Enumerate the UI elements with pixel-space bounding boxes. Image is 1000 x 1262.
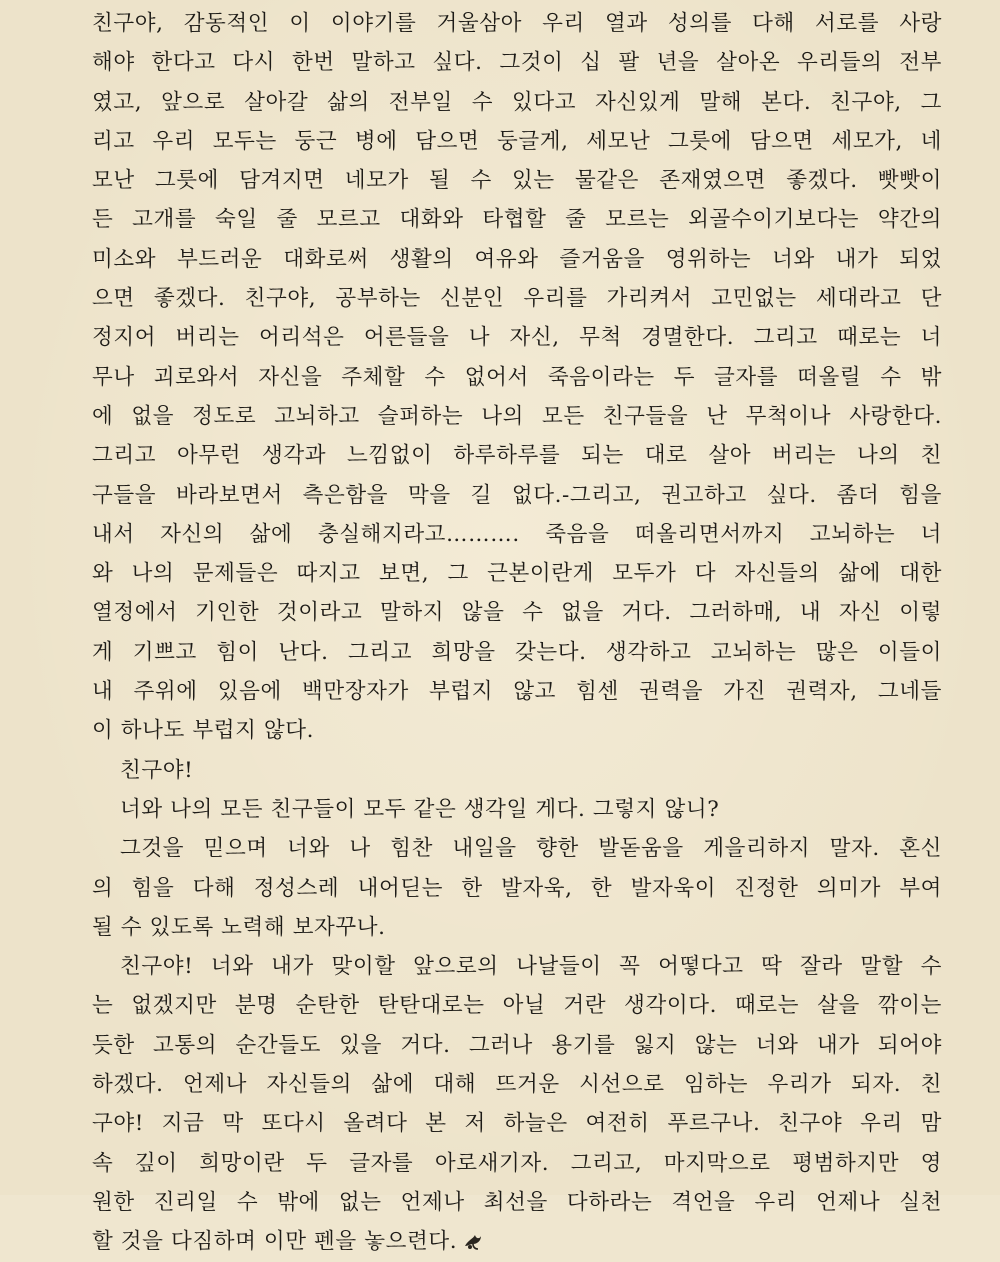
text-line: 모난 그릇에 담겨지면 네모가 될 수 있는 물같은 존재였으면 좋겠다. 빳빳이 — [92, 168, 942, 194]
text-line: 정지어 버리는 어리석은 어른들을 나 자신, 무척 경멸한다. 그리고 때로는 너 — [92, 325, 942, 351]
text-line: 였고, 앞으로 살아갈 삶의 전부일 수 있다고 자신있게 말해 본다. 친구야, 그 — [92, 89, 942, 115]
text-line: 구야! 지금 막 또다시 올려다 본 저 하늘은 여전히 푸르구나. 친구야 우리 맘 — [92, 1111, 942, 1137]
text-line: 에 없을 정도로 고뇌하고 슬퍼하는 나의 모든 친구들을 난 무척이나 사랑한다. — [92, 403, 942, 429]
text-line: 원한 진리일 수 밖에 없는 언제나 최선을 다하라는 격언을 우리 언제나 실천 — [92, 1189, 942, 1215]
final-line-text: 할 것을 다짐하며 이만 펜을 놓으련다. — [92, 1229, 458, 1255]
text-line: 될 수 있도록 노력해 보자꾸나. — [92, 914, 386, 940]
flower-ornament-icon — [461, 1231, 485, 1251]
text-line: 해야 한다고 다시 한번 말하고 싶다. 그것이 십 팔 년을 살아온 우리들의 전부 — [92, 50, 942, 76]
text-line: 게 기쁘고 힘이 난다. 그리고 희망을 갖는다. 생각하고 고뇌하는 많은 이들이 — [92, 639, 942, 665]
text-line: 으면 좋겠다. 친구야, 공부하는 신분인 우리를 가리켜서 고민없는 세대라고 단 — [92, 286, 942, 312]
text-line: 하겠다. 언제나 자신들의 삶에 대해 뜨거운 시선으로 임하는 우리가 되자. 친 — [92, 1072, 942, 1098]
text-line: 너와 나의 모든 친구들이 모두 같은 생각일 게다. 그렇지 않니? — [120, 796, 720, 822]
text-line: 내 주위에 있음에 백만장자가 부럽지 않고 힘센 권력을 가진 권력자, 그네들 — [92, 679, 942, 705]
text-line: 이 하나도 부럽지 않다. — [92, 718, 315, 744]
text-line: 는 없겠지만 분명 순탄한 탄탄대로는 아닐 거란 생각이다. 때로는 살을 깎이는 — [92, 993, 942, 1019]
text-line: 친구야, 감동적인 이 이야기를 거울삼아 우리 열과 성의를 다해 서로를 사랑 — [92, 11, 942, 36]
text-line: 내서 자신의 삶에 충실해지라고………. 죽음을 떠올리면서까지 고뇌하는 너 — [92, 521, 942, 547]
text-line: 든 고개를 숙일 줄 모르고 대화와 타협할 줄 모르는 외골수이기보다는 약간의 — [92, 207, 942, 233]
text-line: 속 깊이 희망이란 두 글자를 아로새기자. 그리고, 마지막으로 평범하지만 영 — [92, 1150, 942, 1176]
text-line-final — [92, 1222, 942, 1261]
text-line: 의 힘을 다해 정성스레 내어딛는 한 발자욱, 한 발자욱이 진정한 의미가 부여 — [92, 875, 942, 901]
text-line: 미소와 부드러운 대화로써 생활의 여유와 즐거움을 영위하는 너와 내가 되었 — [92, 246, 942, 272]
text-line: 무나 괴로와서 자신을 주체할 수 없어서 죽음이라는 두 글자를 떠올릴 수 밖 — [92, 364, 942, 390]
text-line: 그것을 믿으며 너와 나 힘찬 내일을 향한 발돋움을 게을리하지 말자. 혼신 — [120, 836, 942, 862]
text-line: 친구야! 너와 내가 맞이할 앞으로의 나날들이 꼭 어떻다고 딱 잘라 말할 수 — [120, 954, 942, 980]
text-line: 그리고 아무런 생각과 느낌없이 하루하루를 되는 대로 살아 버리는 나의 친 — [92, 443, 942, 469]
text-line: 와 나의 문제들은 따지고 보면, 그 근본이란게 모두가 다 자신들의 삶에 대한 — [92, 561, 942, 587]
text-line: 듯한 고통의 순간들도 있을 거다. 그러나 용기를 잃지 않는 너와 내가 되어야 — [92, 1032, 942, 1058]
text-line: 구들을 바라보면서 측은함을 막을 길 없다.-그리고, 권고하고 싶다. 좀더 힘을 — [92, 482, 942, 508]
text-line: 친구야! — [120, 757, 194, 783]
text-line: 열정에서 기인한 것이라고 말하지 않을 수 없을 거다. 그러하매, 내 자신 이렇 — [92, 600, 942, 626]
essay-text — [92, 4, 942, 1262]
text-line: 리고 우리 모두는 둥근 병에 담으면 둥글게, 세모난 그릇에 담으면 세모가, 네 — [92, 128, 942, 154]
